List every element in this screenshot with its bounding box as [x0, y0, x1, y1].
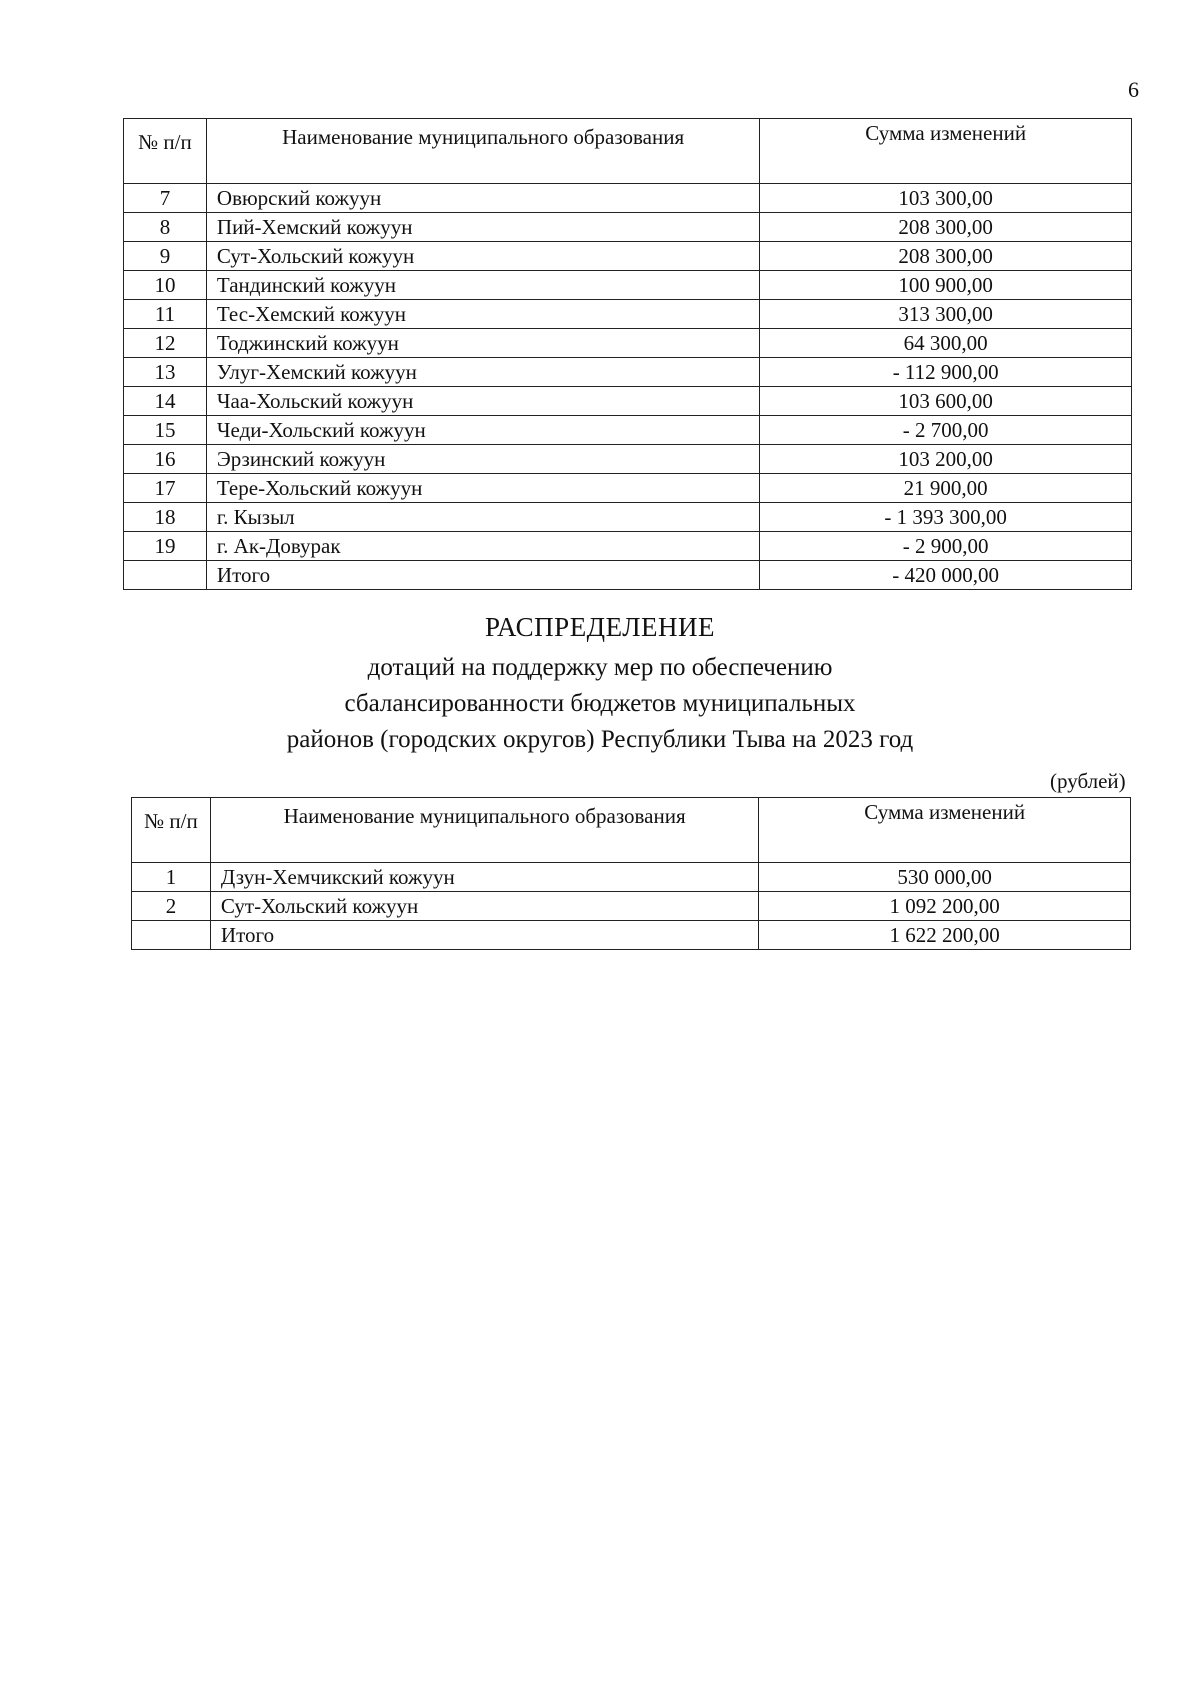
- table-row: [124, 532, 1132, 561]
- row-number: 19: [124, 532, 207, 561]
- row-number: 1: [132, 863, 211, 892]
- header-sum: Сумма изменений: [759, 798, 1131, 863]
- municipality-name: Тес-Хемский кожуун: [206, 300, 759, 329]
- subtitle-line: сбалансированности бюджетов муниципальных: [344, 690, 856, 717]
- header-sum: Сумма изменений: [760, 119, 1132, 184]
- row-number: 12: [124, 329, 207, 358]
- table-row: [124, 474, 1132, 503]
- table-row: [124, 300, 1132, 329]
- row-number: 14: [124, 387, 207, 416]
- changes-table-2: [131, 797, 1131, 950]
- municipality-name: Овюрский кожуун: [206, 184, 759, 213]
- units-label: (рублей): [1050, 769, 1126, 793]
- row-number: 13: [124, 358, 207, 387]
- change-sum: 103 200,00: [760, 445, 1132, 474]
- municipality-name: Улуг-Хемский кожуун: [206, 358, 759, 387]
- table-row: [124, 387, 1132, 416]
- total-sum: - 420 000,00: [760, 561, 1132, 590]
- row-number: [124, 561, 207, 590]
- table-header-row: [124, 119, 1132, 184]
- subtitle-line: дотаций на поддержку мер по обеспечению: [367, 654, 833, 681]
- table-row: [124, 445, 1132, 474]
- change-sum: - 2 700,00: [760, 416, 1132, 445]
- header-number: № п/п: [132, 798, 211, 863]
- total-row: [132, 921, 1131, 950]
- change-sum: 21 900,00: [760, 474, 1132, 503]
- row-number: 9: [124, 242, 207, 271]
- change-sum: 64 300,00: [760, 329, 1132, 358]
- total-row: [124, 561, 1132, 590]
- table-header-row: [132, 798, 1131, 863]
- change-sum: 313 300,00: [760, 300, 1132, 329]
- row-number: [132, 921, 211, 950]
- municipality-name: Сут-Хольский кожуун: [206, 242, 759, 271]
- total-label: Итого: [206, 561, 759, 590]
- change-sum: - 112 900,00: [760, 358, 1132, 387]
- municipality-name: Пий-Хемский кожуун: [206, 213, 759, 242]
- row-number: 2: [132, 892, 211, 921]
- table-row: [124, 416, 1132, 445]
- row-number: 18: [124, 503, 207, 532]
- table-row: [124, 329, 1132, 358]
- municipality-name: Тандинский кожуун: [206, 271, 759, 300]
- section-title: РАСПРЕДЕЛЕНИЕ: [484, 612, 716, 642]
- table-body: [124, 184, 1132, 590]
- header-municipality: Наименование муниципального образования: [210, 798, 758, 863]
- change-sum: 208 300,00: [760, 213, 1132, 242]
- municipality-name: Тере-Хольский кожуун: [206, 474, 759, 503]
- row-number: 15: [124, 416, 207, 445]
- change-sum: 100 900,00: [760, 271, 1132, 300]
- row-number: 10: [124, 271, 207, 300]
- row-number: 7: [124, 184, 207, 213]
- change-sum: - 2 900,00: [760, 532, 1132, 561]
- municipality-name: Чеди-Хольский кожуун: [206, 416, 759, 445]
- subtitle-line: районов (городских округов) Республики Тыва на 2023 год: [286, 726, 914, 753]
- row-number: 8: [124, 213, 207, 242]
- table-body: [132, 863, 1131, 950]
- section-subtitle: [0, 650, 1200, 758]
- page-number: 6: [1128, 77, 1139, 102]
- change-sum: - 1 393 300,00: [760, 503, 1132, 532]
- municipality-name: г. Ак-Довурак: [206, 532, 759, 561]
- total-label: Итого: [210, 921, 758, 950]
- row-number: 17: [124, 474, 207, 503]
- change-sum: 103 300,00: [760, 184, 1132, 213]
- table-row: [124, 184, 1132, 213]
- municipality-name: Сут-Хольский кожуун: [210, 892, 758, 921]
- change-sum: 103 600,00: [760, 387, 1132, 416]
- municipality-name: г. Кызыл: [206, 503, 759, 532]
- change-sum: 530 000,00: [759, 863, 1131, 892]
- municipality-name: Тоджинский кожуун: [206, 329, 759, 358]
- municipality-name: Эрзинский кожуун: [206, 445, 759, 474]
- row-number: 16: [124, 445, 207, 474]
- municipality-name: Дзун-Хемчикский кожуун: [210, 863, 758, 892]
- changes-table-1: [123, 118, 1132, 590]
- total-sum: 1 622 200,00: [759, 921, 1131, 950]
- municipality-name: Чаа-Хольский кожуун: [206, 387, 759, 416]
- row-number: 11: [124, 300, 207, 329]
- change-sum: 1 092 200,00: [759, 892, 1131, 921]
- table-row: [124, 213, 1132, 242]
- table-row: [132, 892, 1131, 921]
- change-sum: 208 300,00: [760, 242, 1132, 271]
- table-row: [124, 503, 1132, 532]
- header-number: № п/п: [124, 119, 207, 184]
- header-municipality: Наименование муниципального образования: [206, 119, 759, 184]
- table-row: [124, 242, 1132, 271]
- table-row: [124, 358, 1132, 387]
- table-row: [124, 271, 1132, 300]
- table-row: [132, 863, 1131, 892]
